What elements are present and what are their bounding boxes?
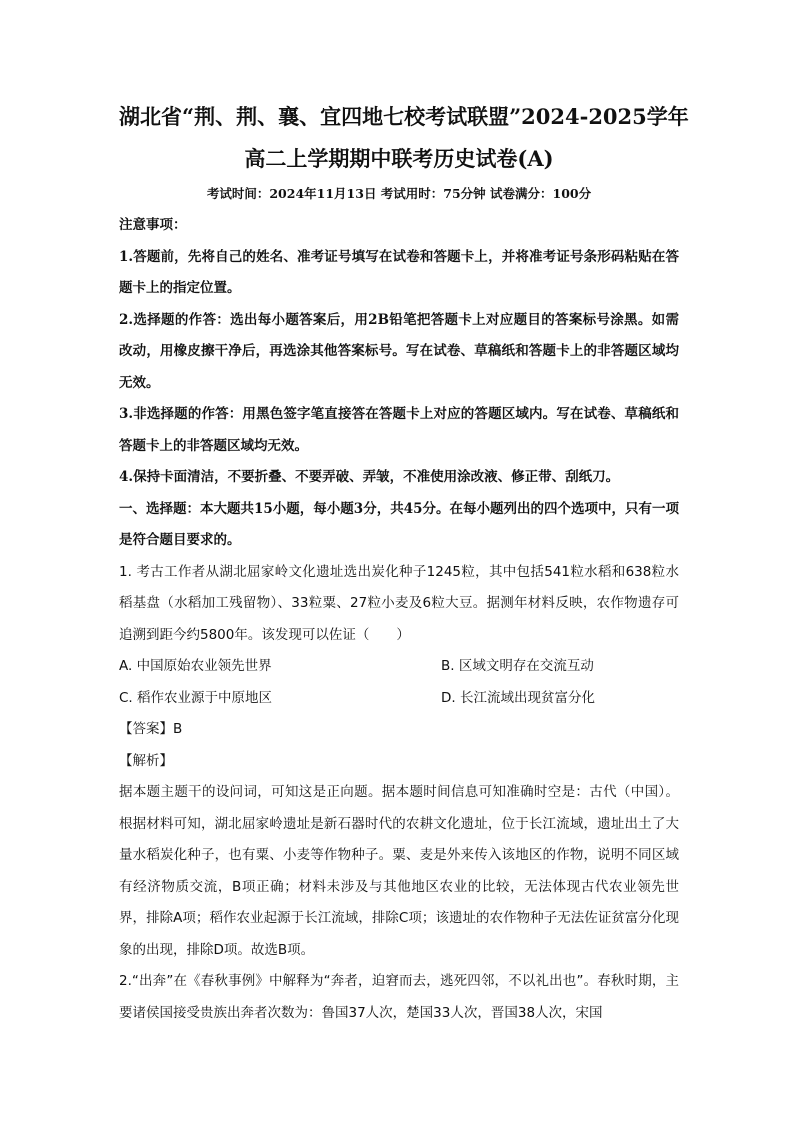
exam-info: 考试时间：2024年11月13日 考试用时：75分钟 试卷满分：100分 xyxy=(206,186,592,201)
notes-heading: 注意事项： xyxy=(119,217,187,233)
option-b: B. 区域文明存在交流互动 xyxy=(441,658,594,674)
note-item: 1.答题前，先将自己的姓名、准考证号填写在试卷和答题卡上，并将准考证号条形码粘贴在答题卡上的指定位置。 xyxy=(119,248,679,296)
question-1-analysis: 据本题主题干的设问词，可知这是正向题。据本题时间信息可知准确时空是：古代（中国）。根据材料可知，湖北屈家岭遗址是新石器时代的农耕文化遗址，位于长江流域，遗址出土了大量水稻炭化种子，也有粟、小麦等作物种子。粟、麦是外来传入该地区的作物，说明不同区域有经济物质交流，B项正确；材料未涉及与其他地区农业的比较，无法体现古代农业领先世界，排除A项；稻作农业起源于长江流域，排除C项；该遗址的农作物种子无法佐证贫富分化现象的出现，排除D项。故选B项。 xyxy=(119,784,679,958)
option-d: D. 长江流域出现贫富分化 xyxy=(441,689,595,706)
note-item: 3.非选择题的作答：用黑色签字笔直接答在答题卡上对应的答题区域内。写在试卷、草稿纸和答题卡上的非答题区域均无效。 xyxy=(119,406,679,454)
title-line-2: 高二上学期期中联考历史试卷(A) xyxy=(244,146,554,171)
option-c: C. 稻作农业源于中原地区 xyxy=(119,689,273,706)
options-row xyxy=(119,651,679,683)
question-1-stem: 1. 考古工作者从湖北屈家岭文化遗址选出炭化种子1245粒，其中包括541粒水稻和638粒水稻基盘（水稻加工残留物）、33粒粟、27粒小麦及6粒大豆。据测年材料反映，农作物遗存可追溯到距今约5800年。该发现可以佐证（ ） xyxy=(119,563,679,643)
note-item: 2.选择题的作答：选出每小题答案后，用2B铅笔把答题卡上对应题目的答案标号涂黑。如需改动，用橡皮擦干净后，再选涂其他答案标号。写在试卷、草稿纸和答题卡上的非答题区域均无效。 xyxy=(119,311,679,391)
title-line-1: 湖北省“荆、荆、襄、宜四地七校考试联盟”2024-2025学年 xyxy=(119,104,689,129)
document-body xyxy=(119,96,689,1029)
question-1-options xyxy=(119,651,679,714)
note-item: 4.保持卡面清洁，不要折叠、不要弄破、弄皱，不准使用涂改液、修正带、刮纸刀。 xyxy=(119,469,620,485)
section-heading: 一、选择题：本大题共15小题，每小题3分，共45分。在每小题列出的四个选项中，只有一项是符合题目要求的。 xyxy=(119,500,679,548)
question-2-stem: 2.“出奔”在《春秋事例》中解释为“奔者，迫窘而去，逃死四邻，不以礼出也”。春秋时期，主要诸侯国接受贵族出奔者次数为：鲁国37人次，楚国33人次，晋国38人次，宋国 xyxy=(119,973,679,1021)
question-1-answer: 【答案】B xyxy=(119,721,183,737)
analysis-heading: 【解析】 xyxy=(119,752,173,769)
options-row xyxy=(119,683,679,715)
option-a: A. 中国原始农业领先世界 xyxy=(119,658,272,674)
